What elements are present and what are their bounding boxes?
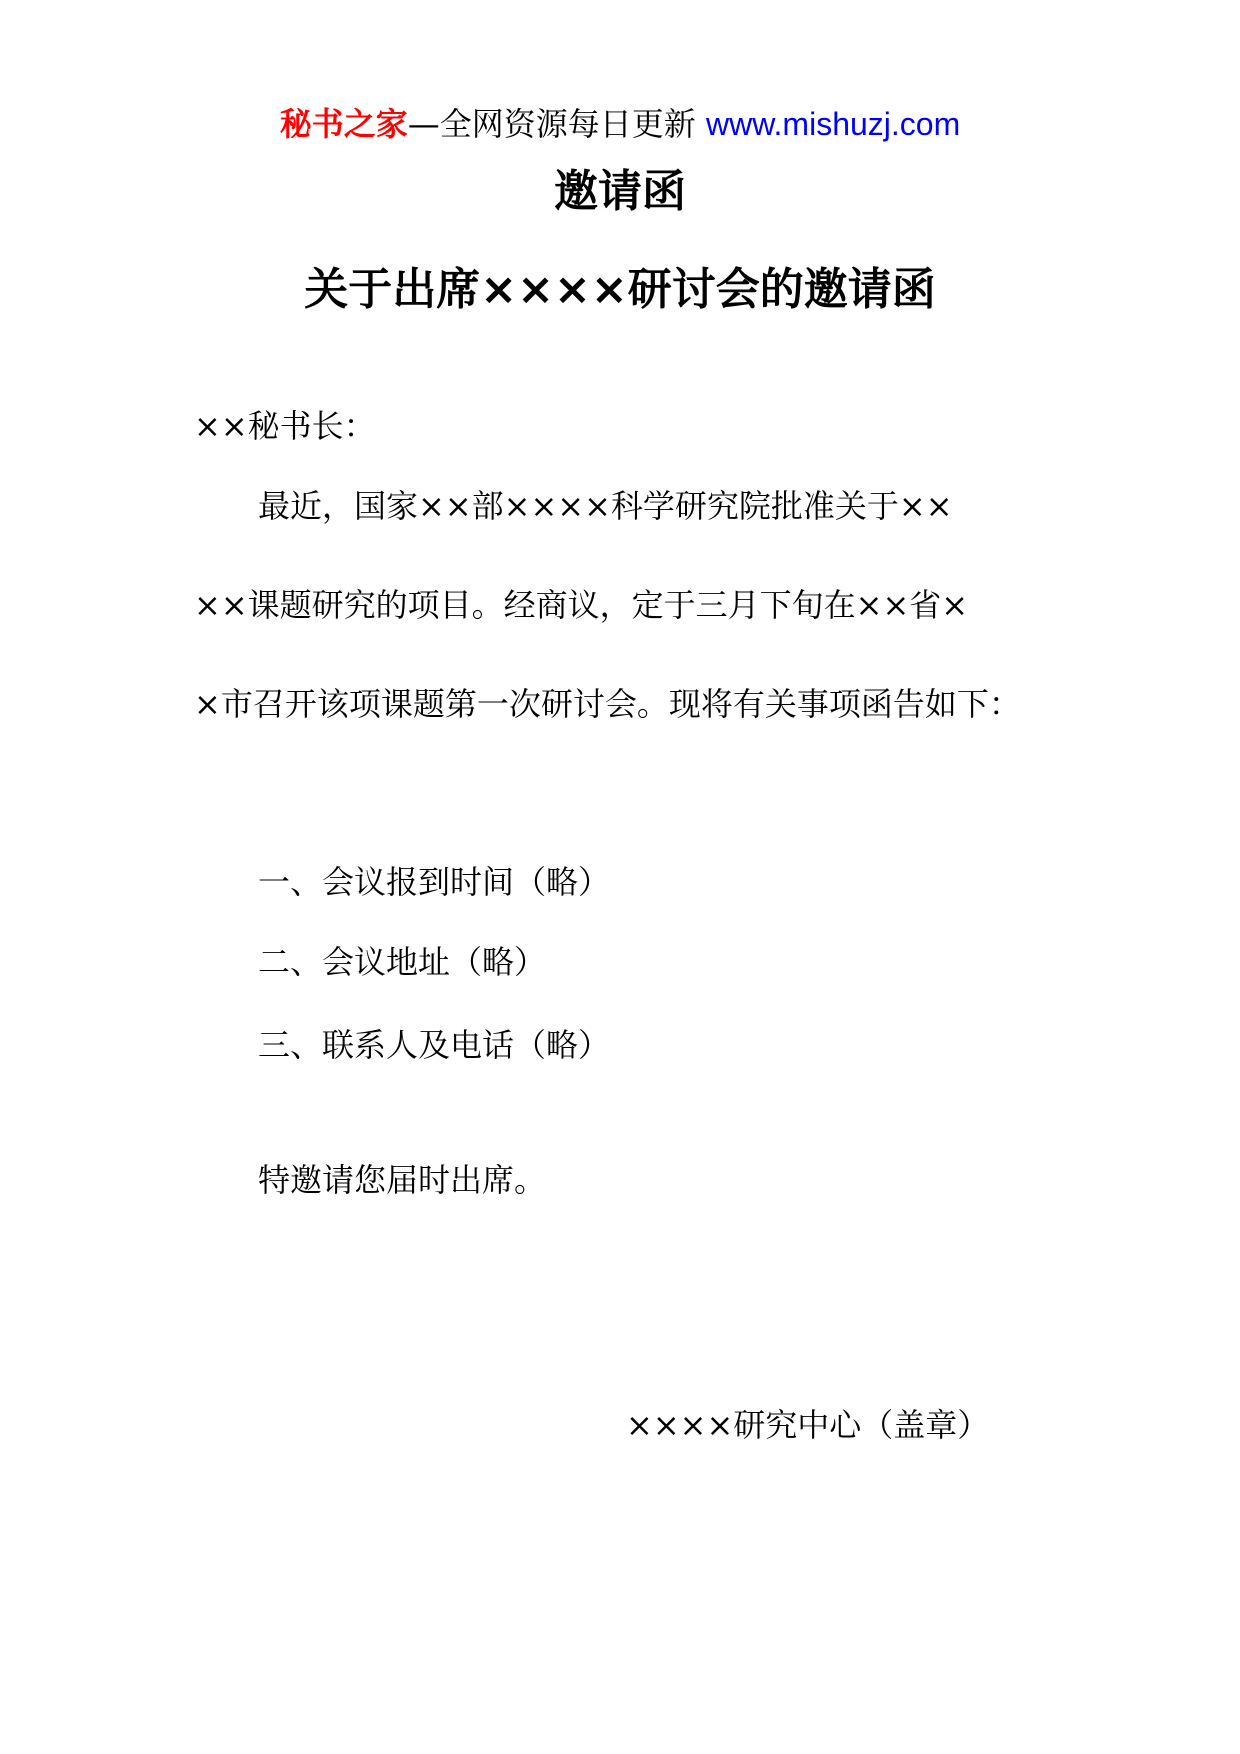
- watermark-brand: 秘书之家: [279, 105, 408, 143]
- list-item-registration-time: 一、会议报到时间（略）: [258, 863, 611, 901]
- body-paragraph-line: 最近，国家××部××××科学研究院批准关于××: [258, 487, 953, 525]
- closing-line: 特邀请您届时出席。: [258, 1161, 547, 1199]
- document-title: 关于出席××××研讨会的邀请函: [304, 264, 936, 315]
- body-paragraph-line: ××课题研究的项目。经商议，定于三月下旬在××省×: [194, 586, 969, 624]
- body-paragraph-line: ×市召开该项课题第一次研讨会。现将有关事项函告如下：: [194, 685, 1021, 723]
- watermark-tagline: —全网资源每日更新: [407, 105, 696, 143]
- watermark-url[interactable]: www.mishuzj.com: [705, 106, 961, 142]
- list-item-contact: 三、联系人及电话（略）: [258, 1026, 611, 1064]
- list-item-meeting-address: 二、会议地址（略）: [258, 943, 547, 981]
- salutation: ××秘书长：: [194, 407, 376, 445]
- watermark-header: [0, 102, 1240, 146]
- signature-block: ××××研究中心（盖章）: [626, 1406, 990, 1444]
- document-type-heading: 邀请函: [554, 166, 686, 217]
